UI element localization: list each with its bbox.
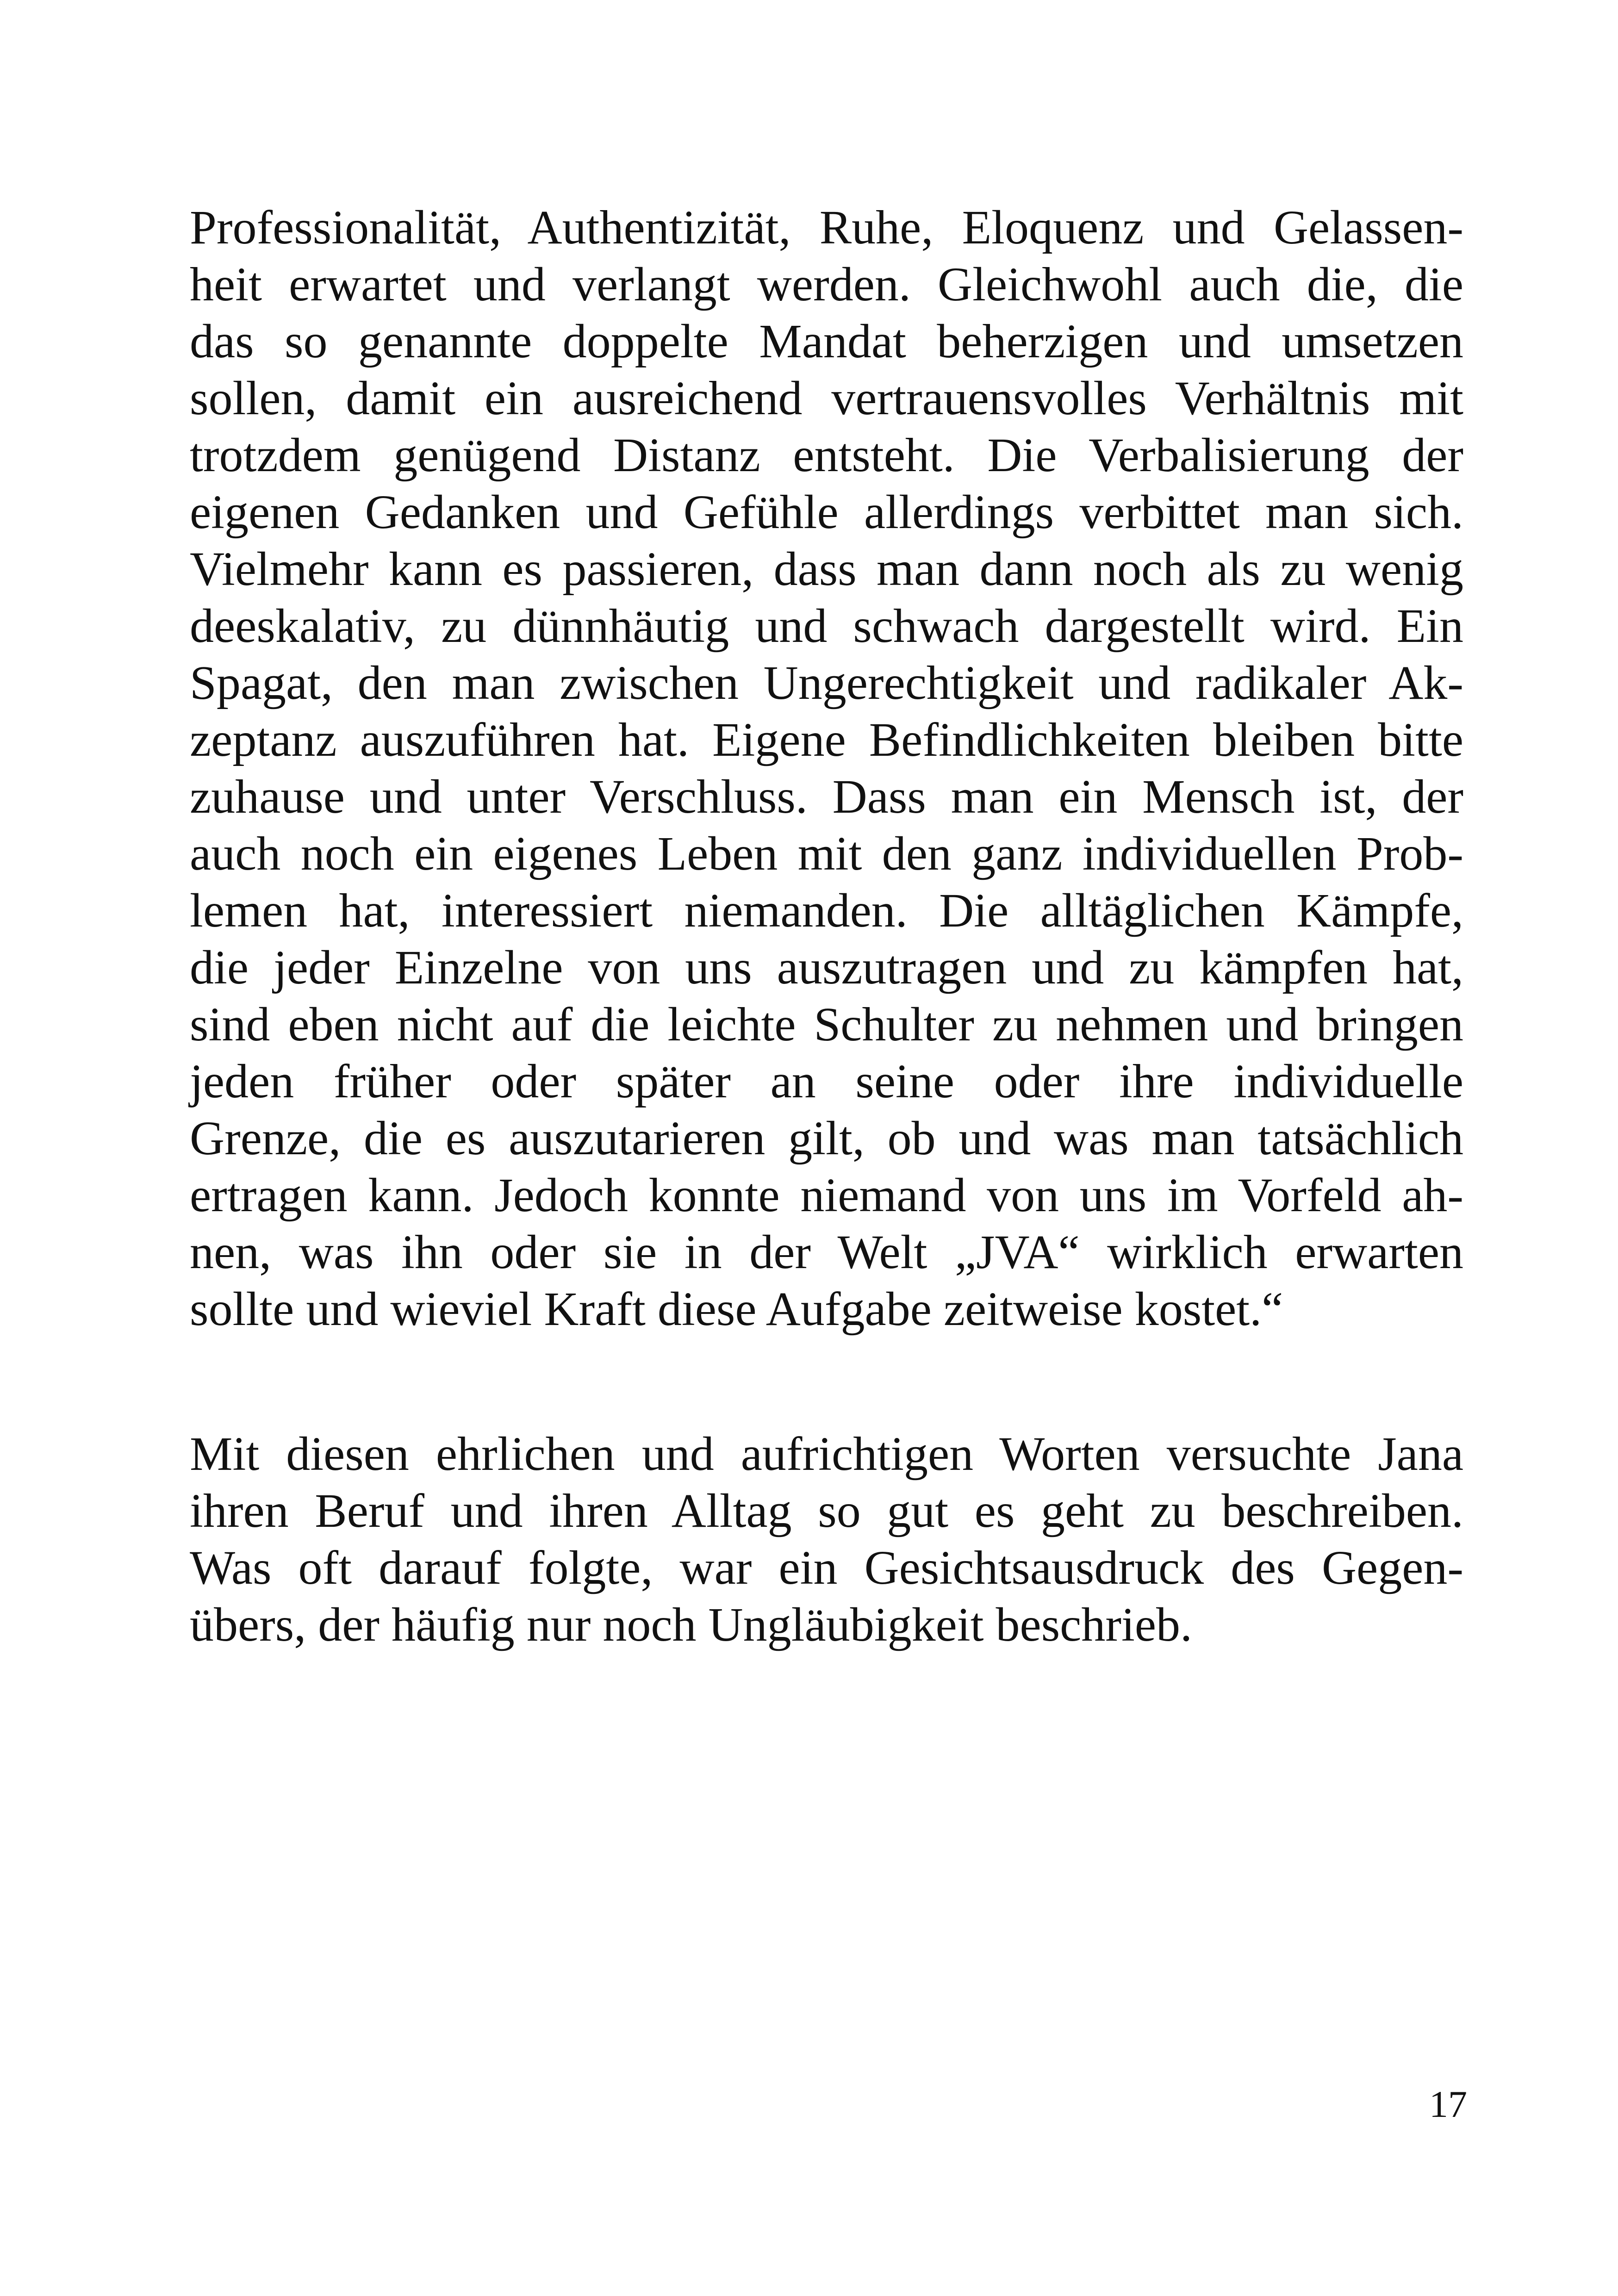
text-line: Vielmehr kann es passieren, dass man dann noch als zu wenig: [190, 542, 1463, 596]
text-line: lemen hat, interessiert niemanden. Die alltäglichen Kämpfe,: [190, 884, 1463, 937]
paragraph-narrative: [190, 1425, 1463, 1653]
paragraph-quote-continuation: [190, 199, 1463, 1338]
text-line: die jeder Einzelne von uns auszutragen und zu kämpfen hat,: [190, 941, 1463, 994]
text-line: eigenen Gedanken und Gefühle allerdings verbittet man sich.: [190, 485, 1463, 539]
text-line: Grenze, die es auszutarieren gilt, ob und was man tatsächlich: [190, 1112, 1463, 1165]
text-line: Spagat, den man zwischen Ungerechtigkeit und radikaler Ak-: [190, 656, 1463, 709]
text-line: übers, der häufig nur noch Ungläubigkeit beschrieb.: [190, 1598, 1193, 1651]
text-line: deeskalativ, zu dünnhäutig und schwach dargestellt wird. Ein: [190, 599, 1463, 653]
text-line: zeptanz auszuführen hat. Eigene Befindlichkeiten bleiben bitte: [190, 713, 1463, 766]
page-number: 17: [1429, 2083, 1467, 2125]
text-line: auch noch ein eigenes Leben mit den ganz individuellen Prob-: [190, 827, 1463, 880]
text-line: Was oft darauf folgte, war ein Gesichtsausdruck des Gegen-: [190, 1541, 1463, 1594]
text-line: ertragen kann. Jedoch konnte niemand von uns im Vorfeld ah-: [190, 1169, 1463, 1222]
text-line: zuhause und unter Verschluss. Dass man ein Mensch ist, der: [190, 770, 1463, 823]
text-line: jeden früher oder später an seine oder ihre individuelle: [190, 1055, 1463, 1108]
text-line: Mit diesen ehrlichen und aufrichtigen Worten versuchte Jana: [190, 1427, 1463, 1481]
text-line: heit erwartet und verlangt werden. Gleichwohl auch die, die: [190, 258, 1463, 311]
text-line: sollte und wieviel Kraft diese Aufgabe zeitweise kostet.“: [190, 1282, 1283, 1336]
text-line: trotzdem genügend Distanz entsteht. Die Verbalisierung der: [190, 429, 1463, 482]
text-line: nen, was ihn oder sie in der Welt „JVA“ wirklich erwarten: [190, 1226, 1463, 1279]
text-line: Professionalität, Authentizität, Ruhe, Eloquenz und Gelassen-: [190, 201, 1463, 254]
text-line: sollen, damit ein ausreichend vertrauensvolles Verhältnis mit: [190, 372, 1463, 425]
text-line: das so genannte doppelte Mandat beherzigen und umsetzen: [190, 315, 1463, 368]
text-line: sind eben nicht auf die leichte Schulter zu nehmen und bringen: [190, 998, 1463, 1051]
text-line: ihren Beruf und ihren Alltag so gut es geht zu beschreiben.: [190, 1484, 1463, 1537]
